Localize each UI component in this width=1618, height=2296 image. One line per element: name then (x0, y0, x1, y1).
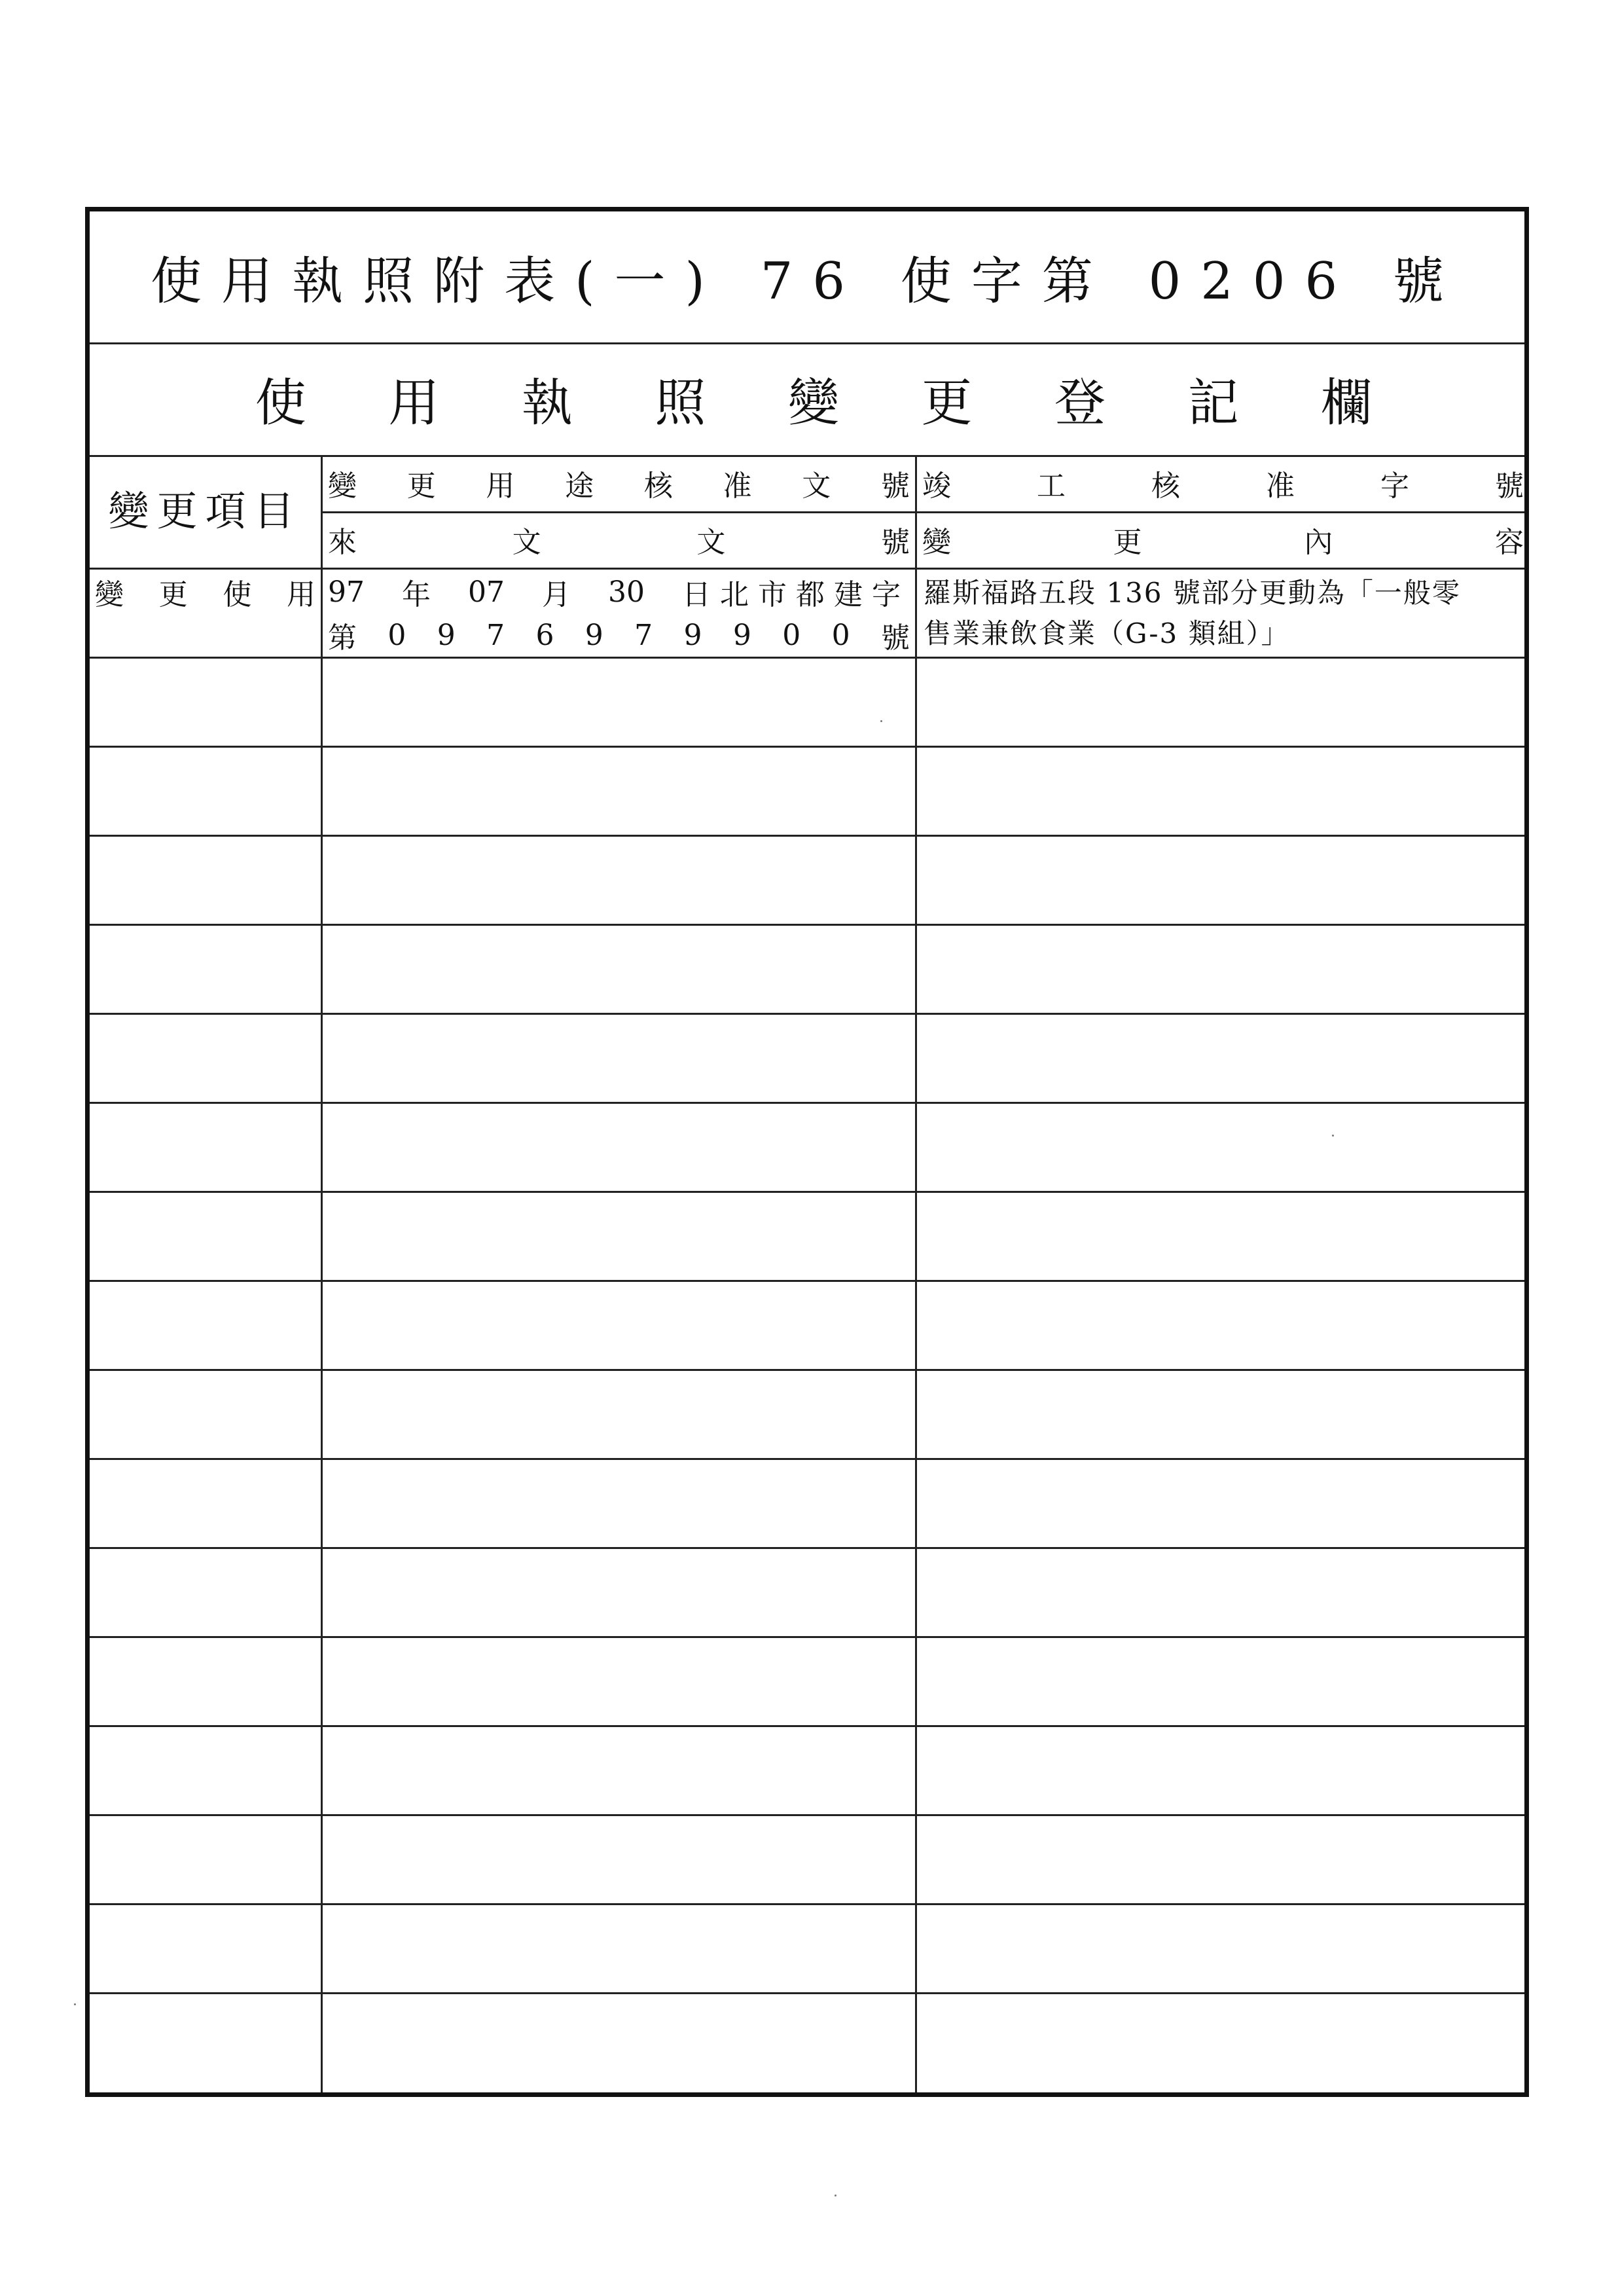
entry-doc-part: 年 (402, 578, 431, 611)
section-title-char: 記 (1187, 374, 1239, 433)
entry-doc-part: 月 (542, 578, 571, 611)
entry-doc-part: 07 (468, 575, 505, 609)
header-char: 文 (512, 526, 541, 559)
scan-speck (835, 2195, 836, 2196)
row-divider (90, 1191, 1524, 1193)
usage-permit-form (85, 207, 1529, 2097)
header-approval-no-label (323, 455, 915, 511)
entry-doc-char: 0 (782, 618, 801, 652)
entry-doc-char: 9 (732, 618, 751, 652)
entry-doc-char: 9 (584, 618, 603, 652)
section-title-char: 執 (521, 374, 573, 433)
scan-speck (74, 2003, 76, 2005)
entry-doc-char: 第 (328, 621, 357, 655)
row-divider (90, 1992, 1524, 1994)
column-divider (321, 455, 323, 2092)
entry-doc-char: 9 (683, 618, 702, 652)
entry-content (917, 573, 1529, 654)
form-title-text: 使用執照附表(一) 76 使字第 0206 號 (151, 252, 1464, 311)
header-char: 核 (643, 469, 673, 503)
entry-item-char: 更 (158, 578, 188, 611)
entry-doc-char: 7 (634, 618, 653, 652)
header-char: 准 (1266, 469, 1295, 503)
header-char: 用 (486, 469, 515, 503)
entry-content-line: 售業兼飲食業（G-3 類組）」 (924, 617, 1290, 649)
entry-doc-char: 6 (535, 618, 554, 652)
section-title-char: 照 (655, 374, 706, 433)
column-divider (915, 455, 917, 2092)
section-title-char: 用 (388, 374, 440, 433)
divider (321, 511, 1524, 513)
section-title-char: 變 (787, 374, 839, 433)
entry-content-line: 羅斯福路五段 136 號部分更動為「一般零 (924, 577, 1461, 609)
header-char: 變 (922, 526, 951, 559)
entry-doc-char: 0 (387, 618, 406, 652)
entry-doc-char: 0 (831, 618, 850, 652)
header-char: 更 (406, 469, 436, 503)
entry-item (90, 570, 321, 613)
row-divider (90, 1547, 1524, 1549)
form-title (90, 211, 1524, 342)
header-char: 途 (565, 469, 594, 503)
row-divider (90, 1458, 1524, 1460)
row-divider (90, 1369, 1524, 1371)
entry-item-char: 變 (95, 578, 124, 611)
header-incoming-doc-label (323, 511, 915, 568)
entry-item-char: 用 (286, 578, 315, 611)
header-char: 號 (880, 526, 910, 559)
entry-doc-part: 日北市都建字 (682, 578, 910, 611)
entry-doc-part: 30 (608, 575, 645, 609)
row-divider (90, 835, 1524, 837)
header-char: 工 (1037, 469, 1066, 503)
section-title-char: 欄 (1321, 374, 1373, 433)
scan-speck (880, 720, 882, 722)
entry-item-char: 使 (223, 578, 252, 611)
header-item-label (90, 455, 321, 568)
section-title (90, 342, 1524, 455)
header-char: 准 (723, 469, 752, 503)
entry-doc-char: 7 (486, 618, 505, 652)
entry-doc-part: 97 (328, 575, 365, 609)
scan-speck (1332, 1135, 1334, 1137)
header-item-label-text: 變更項目 (108, 487, 302, 535)
header-char: 核 (1151, 469, 1180, 503)
row-divider (90, 1280, 1524, 1282)
row-divider (90, 1636, 1524, 1638)
section-title-char: 登 (1054, 374, 1106, 433)
row-divider (90, 1102, 1524, 1104)
entry-doc-char: 號 (880, 621, 910, 655)
row-divider (90, 1814, 1524, 1816)
row-divider (90, 657, 1524, 659)
header-char: 更 (1113, 526, 1142, 559)
header-char: 變 (328, 469, 357, 503)
header-char: 號 (1495, 469, 1524, 503)
row-divider (90, 924, 1524, 926)
divider (90, 568, 1524, 570)
row-divider (90, 1903, 1524, 1905)
header-char: 號 (880, 469, 910, 503)
header-char: 文 (802, 469, 831, 503)
header-char: 竣 (922, 469, 951, 503)
row-divider (90, 1725, 1524, 1727)
row-divider (90, 746, 1524, 748)
row-divider (90, 1013, 1524, 1015)
header-change-content-label (917, 511, 1529, 568)
header-completion-label (917, 455, 1529, 511)
entry-doc-line2 (323, 613, 915, 657)
header-char: 字 (1380, 469, 1409, 503)
entry-doc-char: 9 (437, 618, 456, 652)
header-char: 容 (1494, 526, 1524, 559)
section-title-char: 使 (255, 374, 306, 433)
header-char: 來 (328, 526, 357, 559)
entry-doc-line1 (323, 570, 915, 613)
section-title-char: 更 (921, 374, 973, 433)
header-char: 內 (1304, 526, 1333, 559)
header-char: 文 (696, 526, 726, 559)
